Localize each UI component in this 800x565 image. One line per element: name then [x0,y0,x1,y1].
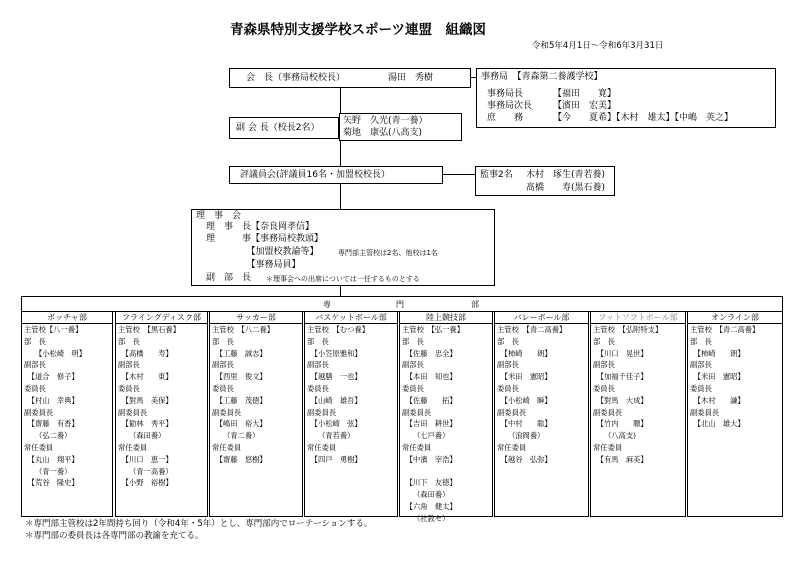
auditors-box [475,166,615,196]
department-title: フットソフトボール部 [591,312,685,324]
member-row: 主管校 【むつ養】 [307,325,370,334]
president-box [229,68,471,88]
department-column [115,311,208,517]
department-column [399,311,493,523]
secretariat-role: 事務局次長 [487,101,533,111]
department-column [209,311,303,517]
member-row: 【米田 憲昭】 [690,372,745,382]
council-box [229,166,443,184]
member-row: 【丸山 翔平】 [24,454,79,464]
secretariat-names: 【福田 寛】 [553,89,617,99]
department-column [687,311,783,517]
member-row: 【齋藤 有香】 [24,419,79,429]
secretariat-header: 事務局 【青森第二養護学校】 [481,72,603,82]
member-row: （青若養） [307,431,355,441]
department-column [21,311,113,517]
member-row: 主管校 【青二高養】 [690,325,760,334]
member-row: 副委員長 [24,407,54,417]
member-row: （七戸養） [402,431,450,441]
department-title: サッカー部 [210,312,302,324]
department-column [304,311,398,517]
member-row: （弘二養） [24,431,72,441]
member-row: 【嶋田 裕大】 [212,419,267,429]
department-title: ボッチャ部 [22,312,112,324]
auditor-name: 木村 琢生(青若養) [526,170,606,180]
vice-president-role: 副 会 長（校長2名） [236,123,320,133]
member-row: 【本田 知也】 [402,372,457,382]
department-column [494,311,589,517]
member-row: 副部長 [497,360,519,370]
member-row: 副委員長 [212,407,242,417]
member-row: 【山崎 雄吾】 [307,395,362,405]
member-row: 【北山 雄大】 [690,419,745,429]
member-row: 委員長 [212,383,234,393]
member-row: 副部長 [690,360,712,370]
secretariat-names: 【今 夏希】【木村 雄太】【中嶋 英之】 [553,113,734,123]
member-row: 【竹内 聰】 [593,419,648,429]
dept-header-char: 門 [396,300,404,309]
member-row: 【米田 憲昭】 [497,372,552,382]
member-row: 部 長 [690,336,712,346]
member-row: 【越谷 弘弥】 [497,454,552,464]
member-row: 部 長 [118,336,140,346]
member-row: 委員長 [593,383,615,393]
member-row: 【中村 聡】 [497,419,552,429]
member-row: 副委員長 [690,407,720,417]
member-row: 主管校 【八二養】 [212,325,275,334]
board-box [191,209,495,286]
member-row: 常任委員 [307,442,337,452]
president-role: 会 長（事務局校校長） [246,73,346,83]
member-row: 【越膳 一也】 [307,372,362,382]
member-row: 【四戸 勇樹】 [307,454,362,464]
member-row: 委員長 [497,383,519,393]
secretariat-role: 庶 務 [487,113,524,123]
auditors-label: 監事2名 [480,170,513,180]
member-row: 【川口 恵一】 [118,454,173,464]
department-title: フライングディスク部 [116,312,207,324]
member-row: 【有馬 麻美】 [593,454,648,464]
department-members [307,324,396,466]
page-title: 青森県特別支援学校スポーツ連盟 組織図 [230,22,486,38]
board-note-vice: ＊理事会への出席については一任するものとする [266,275,420,283]
vice-president-name: 菊地 康弘(八高支) [343,128,423,138]
secretariat-names: 【濱田 宏美】 [553,101,617,111]
board-vice-head: 副 部 長 [206,273,252,283]
board-chair: 理 事 長【奈良岡孝信】 [206,222,315,232]
footnote: ＊専門部の委員長は各専門部の教諭を充てる。 [25,531,204,541]
member-row: 【勧林 秀平】 [118,419,173,429]
department-members [212,324,301,466]
department-title: オンライン部 [688,312,782,324]
member-row: 【柿崎 朗】 [497,348,552,358]
member-row: 【川下 友徳】 [402,478,457,488]
member-row: 委員長 [118,383,140,393]
member-row: 部 長 [497,336,519,346]
member-row: 【西里 俊文】 [212,372,267,382]
department-members [118,324,206,489]
member-row: 部 長 [307,336,329,346]
member-row: （森田養） [118,431,166,441]
member-row: 委員長 [690,383,712,393]
member-row: 副部長 [24,360,46,370]
member-row: 【小松崎 明】 [24,348,87,358]
member-row: 【中濱 宰浩】 [402,454,457,464]
member-row: 【村山 幸典】 [24,395,79,405]
member-row: 【川口 晃世】 [593,348,648,358]
member-row: （青一養） [24,466,72,476]
member-row: 副委員長 [307,407,337,417]
member-row: （浪岡養） [497,431,545,441]
department-members [690,324,781,430]
member-row: 【對馬 大成】 [593,395,648,405]
member-row: 副部長 [118,360,140,370]
member-row [402,466,491,478]
secretariat-role: 事務局長 [487,89,524,99]
member-row: （社教セ） [402,513,450,523]
member-row: 【道合 修子】 [24,372,79,382]
member-row: 副委員長 [593,407,623,417]
member-row: 副部長 [307,360,329,370]
council-label: 評議員会(評議員16名・加盟校校長） [240,170,390,180]
member-row: 【六角 健太】 [402,501,457,511]
member-row: 【工藤 茂徳】 [212,395,267,405]
department-title: バレーボール部 [495,312,588,324]
member-row: 副部長 [212,360,234,370]
member-row: 委員長 [24,383,46,393]
member-row: 【柿崎 朗】 [690,348,745,358]
member-row: 【小松崎 弦】 [307,419,362,429]
department-members [402,324,491,525]
member-row: 主管校 【黒石養】 [118,325,181,334]
member-row: 【高橋 寿】 [118,348,173,358]
member-row: 【工藤 誠志】 [212,348,267,358]
president-name: 湯田 秀樹 [388,73,434,83]
auditor-name: 髙橋 寿(黒石養) [526,183,606,193]
member-row: 【對馬 美保】 [118,395,173,405]
department-members [24,324,111,489]
member-row: 部 長 [24,336,46,346]
member-row: 副部長 [402,360,424,370]
member-row: （八高支) [593,431,636,441]
member-row: 部 長 [402,336,424,346]
dept-header-char: 部 [471,300,479,309]
period-text: 令和5年4月1日～令和6年3月31日 [532,41,664,51]
departments-header [21,296,783,312]
member-row: 【小野 裕樹】 [118,478,173,488]
member-row: 【木村 東】 [118,372,173,382]
board-note-council: 専門部主管校は2名、他校は1名 [338,249,438,257]
member-row: 常任委員 [497,442,527,452]
department-members [593,324,684,466]
board-member-staff: 【事務局員】 [206,260,301,270]
secretariat-box [476,68,776,128]
connector-main [340,87,341,209]
vice-president-name: 矢野 久光(青一養） [343,116,428,126]
member-row: 副委員長 [402,407,432,417]
member-row: 【吉田 耕世】 [402,419,457,429]
member-row: 【木村 謙】 [690,395,745,405]
member-row: 副部長 [593,360,615,370]
member-row: （青一高養） [118,466,173,476]
member-row: 委員長 [402,383,424,393]
board-member-teachers: 【加盟校教諭等】 [206,247,319,257]
member-row: 主管校 【弘一養】 [402,325,465,334]
member-row: 【小松崎 瞬】 [497,395,552,405]
member-row: 主管校 【弘附特支】 [593,325,663,334]
member-row: 【荒谷 隆史】 [24,478,79,488]
member-row: （青二養） [212,431,260,441]
connector-auditors [443,174,475,175]
member-row: 委員長 [307,383,329,393]
vice-president-names-box [339,113,462,141]
member-row: 常任委員 [212,442,242,452]
vice-president-box [229,117,339,139]
member-row: （森田養） [402,490,450,500]
department-title: バスケットボール部 [305,312,397,324]
board-title: 理 事 会 [196,211,242,221]
department-title: 陸上競技部 [400,312,492,324]
member-row: 常任委員 [593,442,623,452]
member-row: 副委員長 [497,407,527,417]
member-row: 【齋藤 悠樹】 [212,454,267,464]
footnote: ＊専門部主管校は2年間持ち回り（令和4年・5年）とし、専門部内でローテーションする。 [25,519,373,529]
dept-header-char: 専 [323,300,331,309]
member-row: 【小笠原雅和】 [307,348,362,358]
department-column [590,311,686,517]
member-row: 常任委員 [118,442,148,452]
board-directors: 理 事【事務局校教頭】 [206,234,324,244]
member-row: 副委員長 [118,407,148,417]
member-row: 主管校 【青二高養】 [497,325,567,334]
member-row: 主管校【八一養】 [24,325,83,334]
member-row: 常任委員 [402,442,432,452]
member-row: 部 長 [212,336,234,346]
member-row: 【加福千佳子】 [593,372,648,382]
member-row: 【佐藤 拓】 [402,395,457,405]
member-row: 常任委員 [24,442,54,452]
member-row: 部 長 [593,336,615,346]
member-row: 【佐藤 忠全】 [402,348,457,358]
department-members [497,324,587,466]
